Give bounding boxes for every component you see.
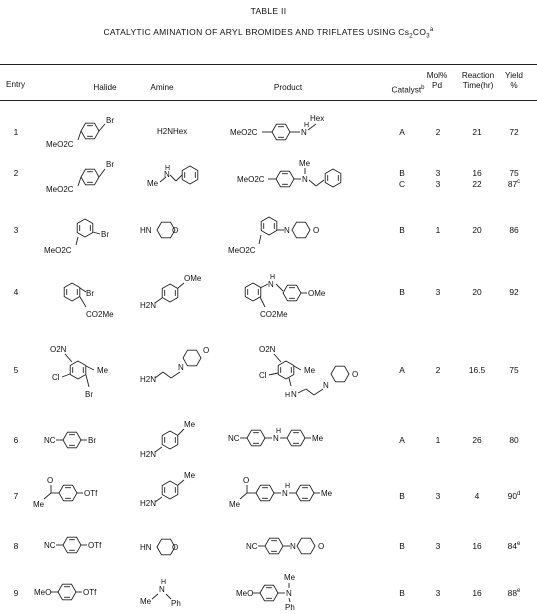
lbl-br6: Br [88,436,96,445]
lbl-me-a2: Me [147,179,159,188]
cell-yield-value: 86 [509,225,519,235]
lbl-h2n7: H2N [140,499,157,508]
header-pct: % [510,81,518,90]
lbl-o2n5: O2N [50,345,67,354]
row6-halide [44,432,96,448]
cell-time-value: 20 [472,287,482,297]
lbl-o7: O [47,476,54,485]
lbl-h2n4: H2N [140,301,157,310]
cell-entry-value: 4 [13,287,19,297]
cell-catalyst-value: B [399,287,405,297]
lbl-n-a2: N [164,170,170,179]
lbl-n-p1: N [301,128,307,137]
cell-entry-value: 5 [13,365,19,375]
cell-yield-value: 92 [509,287,519,297]
caption-sup: a [429,27,434,34]
row5-product [259,345,358,399]
cell-time-value: 4 [474,491,480,501]
lbl-br: Br [106,116,114,125]
lbl-n2-p5: N [323,381,329,390]
caption-sub: 2 [409,33,413,40]
lbl-me7: Me [33,500,45,509]
row8-halide [44,537,102,553]
cell-catalyst-value: B [399,225,405,235]
cell-pd-value: 3 [435,287,441,297]
lbl-n-p6: N [273,434,279,443]
cell-catalyst-value: B [399,491,405,501]
cell-entry-value: 8 [13,541,19,551]
cell-pd-2-value: 3 [435,179,441,189]
cell-entry-value: 7 [13,491,19,501]
row7-amine [140,471,196,508]
row4-product [245,274,326,319]
cell-entry-value: 3 [13,225,19,235]
row8-amine [140,539,178,555]
lbl-meo2c2: MeO2C [46,185,74,194]
cell-entry-value: 9 [13,588,19,598]
lbl-otf8: OTf [88,541,102,550]
header-catalyst-sup: b [421,85,425,91]
lbl-cl5: Cl [52,373,60,382]
header-product: Product [273,83,303,92]
cell-catalyst-2-value: C [398,179,406,189]
lbl-nc-p6: NC [228,434,240,443]
row3-amine [140,222,178,238]
row4-halide [64,283,114,319]
row9-amine [140,579,181,608]
cell-catalyst-value: B [399,168,405,178]
row8-product [246,538,324,554]
lbl-h2n6: H2N [140,450,157,459]
lbl-meo9: MeO [34,588,52,597]
row2-halide [46,160,114,194]
lbl-me6: Me [184,420,196,429]
row9-product [236,573,296,612]
header-reaction: Reaction [461,71,495,80]
lbl-cl-p5: Cl [259,371,267,380]
lbl-otf9: OTf [83,588,97,597]
cell-time-value: 16 [472,168,482,178]
row2-product [237,159,341,187]
lbl-br2: Br [106,160,114,169]
cell-entry-value: 2 [13,168,19,178]
lbl-me-p5: Me [304,366,316,375]
lbl-me-p6: Me [312,434,324,443]
lbl-n-p2: N [302,175,308,184]
lbl-me2-p7: Me [321,489,333,498]
lbl-br3: Br [101,230,109,239]
header-yield-word: Yield [505,71,523,80]
lbl-o-p7: O [243,476,250,485]
row7-halide [33,476,98,509]
lbl-me-a7: Me [184,471,196,480]
lbl-br5: Br [85,390,93,399]
row1-halide [46,116,114,149]
caption-text: CATALYTIC AMINATION OF ARYL BROMIDES AND TRIFLATES USING Cs [103,27,410,37]
header-mol: Mol% [426,71,448,80]
cell-catalyst-value: A [399,365,405,375]
cell-yield-value: 84 [507,541,517,551]
cell-catalyst-value: B [399,588,405,598]
row2-amine [147,165,198,188]
cell-pd-value: 3 [435,541,441,551]
lbl-ph-a9: Ph [171,599,181,608]
lbl-n-a9: N [159,585,165,594]
header-halide: Halide [93,83,117,92]
cell-yield-value: 75 [509,365,519,375]
header-pd: Pd [431,81,442,90]
cell-pd-value: 1 [435,225,441,235]
row6-product [228,428,324,446]
lbl-h-p1: H [304,122,310,129]
cell-yield-value: 88 [507,588,517,598]
lbl-nc-p8: NC [246,542,258,551]
row5-amine [140,346,209,384]
lbl-h2n5: H2N [140,375,157,384]
lbl-nc8: NC [44,541,56,550]
lbl-ome-p4: OMe [308,289,326,298]
lbl-h-p7: H [285,483,291,490]
row4-amine [140,274,202,310]
cell-yield-2-value: 87 [507,179,518,189]
lbl-o2n-p5: O2N [259,345,276,354]
yield-footnote: d [516,491,521,498]
lbl-me-p7: Me [229,500,241,509]
cell-yield-value: 75 [509,168,519,178]
cell-pd-value: 3 [435,588,441,598]
lbl-o8: O [172,543,179,552]
table-label: TABLE II [250,6,287,16]
cell-time-value: 16.5 [468,365,486,375]
lbl-meo2c-p2: MeO2C [237,175,265,184]
lbl-hn8: HN [140,543,152,552]
lbl-o-p3: O [313,226,320,235]
lbl-meo2c-p1: MeO2C [230,128,258,137]
cell-entry-value: 1 [13,127,19,137]
lbl-o-a5: O [203,346,210,355]
cell-time-value: 16 [472,541,482,551]
cell-time-value: 20 [472,225,482,235]
lbl-n-p5: N [291,390,297,399]
lbl-meo-p9: MeO [236,589,254,598]
cell-pd-value: 1 [435,435,441,445]
cell-time-value: 21 [472,127,482,137]
cell-yield-value: 90 [507,491,517,501]
header-entry: Entry [6,80,26,89]
header-timehr: Time(hr) [462,81,494,90]
cell-pd-value: 3 [435,168,441,178]
row5-halide [50,345,109,399]
cell-yield-value: 72 [509,127,519,137]
yield-footnote: e [516,588,521,595]
lbl-nc6: NC [44,436,56,445]
lbl-ome4: OMe [184,274,202,283]
caption-tail: CO [412,27,427,37]
lbl-hn3: HN [140,226,152,235]
cell-entry-value: 6 [13,435,19,445]
lbl-meo2c-p3: MeO2C [228,246,256,255]
row3-product [228,217,319,255]
yield-footnote: c [517,179,521,186]
lbl-n-p9: N [286,589,292,598]
lbl-h-p5: H [285,392,291,399]
lbl-n-p8: N [290,542,296,551]
cell-yield-value: 80 [509,435,519,445]
cell-time-value: 16 [472,588,482,598]
lbl-n-p7: N [282,489,288,498]
row9-halide [34,584,97,600]
row6-amine [140,420,196,459]
cell-catalyst-value: A [399,127,405,137]
row1-amine: H2NHex [157,127,188,136]
lbl-me-p9: Me [284,573,296,582]
row1-product [230,114,324,140]
cell-pd-value: 2 [435,365,441,375]
lbl-me-a9: Me [140,597,152,606]
lbl-h-p4: H [270,274,276,281]
header-catalyst-text: Catalyst [391,85,422,95]
lbl-o-p5: O [352,370,359,379]
lbl-co2me4: CO2Me [86,310,114,319]
lbl-me5: Me [97,366,109,375]
lbl-br4: Br [86,289,94,298]
caption-sub2: 3 [426,33,430,40]
lbl-n-p3: N [284,226,290,235]
lbl-ph-p9: Ph [285,603,295,612]
lbl-h-a9: H [161,579,167,586]
lbl-n-p4: N [268,280,274,289]
lbl-o3: O [172,226,179,235]
cell-time-value: 26 [472,435,482,445]
lbl-o-p8: O [318,542,325,551]
lbl-hex-p1: Hex [310,114,325,123]
cell-time-2-value: 22 [472,179,482,189]
lbl-h-p6: H [276,428,282,435]
row7-product [229,476,333,509]
lbl-h-a2: H [165,165,171,172]
yield-footnote: e [516,541,521,548]
lbl-me-p2: Me [299,159,311,168]
header-amine: Amine [150,83,174,92]
lbl-n-a5: N [178,363,184,372]
lbl-meo2c: MeO2C [46,140,74,149]
cell-catalyst-value: A [399,435,405,445]
lbl-meo2c3: MeO2C [44,246,72,255]
row3-halide [44,219,109,255]
cell-pd-value: 3 [435,491,441,501]
cell-pd-value: 2 [435,127,441,137]
lbl-otf7: OTf [84,489,98,498]
cell-catalyst-value: B [399,541,405,551]
lbl-co2me-p4: CO2Me [260,310,288,319]
